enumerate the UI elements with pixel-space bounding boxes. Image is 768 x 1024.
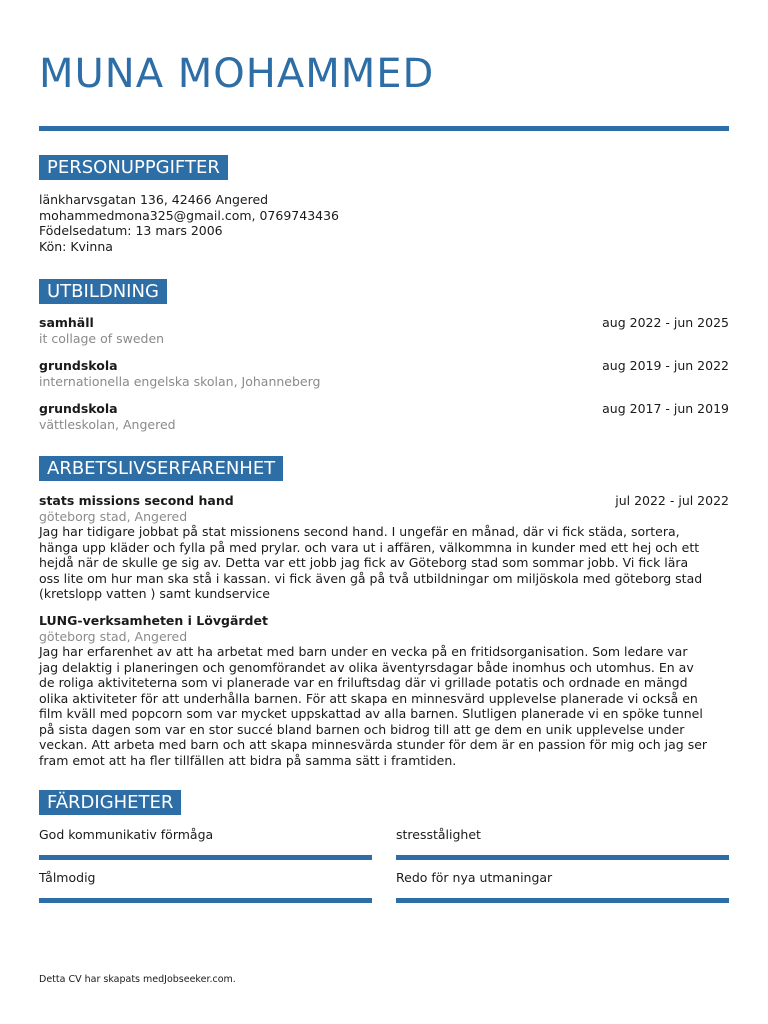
education-dates: aug 2017 - jun 2019 bbox=[602, 401, 729, 416]
work-location: göteborg stad, Angered bbox=[39, 628, 188, 644]
education-dates: aug 2019 - jun 2022 bbox=[602, 358, 729, 373]
education-school: internationella engelska skolan, Johanneberg bbox=[39, 373, 321, 389]
description-line: Jag har erfarenhet av att ha arbetat med barn under en vecka på en fritidsorganisation. Som ledare var bbox=[39, 644, 688, 659]
work-title: LUNG-verksamheten i Lövgärdet bbox=[39, 613, 268, 628]
section-heading-personal: PERSONUPPGIFTER bbox=[39, 155, 228, 180]
education-entry bbox=[39, 401, 729, 432]
skill-label: stresstålighet bbox=[396, 827, 481, 842]
description-line: fram emot att ha fler tillfällen att bidra på samma sätt i framtiden. bbox=[39, 752, 457, 768]
description-line: oss lite om hur man ska stå i kassan. vi fick även gå på två utbildningar om miljöskola med göteborg stad bbox=[39, 570, 703, 586]
education-school: it collage of sweden bbox=[39, 330, 165, 346]
header-divider bbox=[39, 126, 729, 131]
education-title: samhäll bbox=[39, 315, 94, 330]
personal-details bbox=[39, 192, 729, 254]
education-title: grundskola bbox=[39, 358, 118, 373]
address: länkharvsgatan 136, 42466 Angered bbox=[39, 192, 269, 207]
skill-bar bbox=[39, 898, 372, 903]
description-line: de roliga aktiviteterna som vi planerade var en friluftsdag där vi grillade potatis och ordnade en mängd bbox=[39, 675, 688, 690]
contact-info: mohammedmona325@gmail.com, 0769743436 bbox=[39, 207, 340, 223]
candidate-name: MUNA MOHAMMED bbox=[39, 51, 435, 97]
birth-date: Födelsedatum: 13 mars 2006 bbox=[39, 223, 223, 238]
description-line: på sista dagen som var en stor succé bland barnen och bidrog till att ge dem en unik upplevelse under bbox=[39, 721, 685, 737]
description-line: film kväll med popcorn som var mycket uppskattad av alla barnen. Slutligen planerade vi en spöke tunnel bbox=[39, 706, 703, 721]
skill-bar bbox=[396, 855, 729, 860]
work-description bbox=[39, 644, 729, 768]
description-line: jag delaktig i planeringen och genomförandet av olika äventyrsdagar både inomhus och utomhus. En av bbox=[39, 659, 694, 675]
work-title: stats missions second hand bbox=[39, 493, 234, 508]
description-line: (kretslopp vatten ) samt kundservice bbox=[39, 586, 270, 601]
skill-item bbox=[39, 870, 372, 903]
section-heading-work: ARBETSLIVSERFARENHET bbox=[39, 456, 283, 481]
footer-note: Detta CV har skapats medJobseeker.com. bbox=[39, 974, 236, 985]
work-description bbox=[39, 524, 729, 602]
skill-label: Tålmodig bbox=[39, 870, 96, 885]
skill-bar bbox=[39, 855, 372, 860]
gender: Kön: Kvinna bbox=[39, 238, 113, 254]
section-heading-skills: FÄRDIGHETER bbox=[39, 790, 181, 815]
skill-label: God kommunikativ förmåga bbox=[39, 827, 214, 842]
description-line: olika aktiviteter för att underhålla barnen. För att skapa en minnesvärd upplevelse planerade vi också en bbox=[39, 690, 698, 706]
skill-item bbox=[39, 827, 372, 860]
education-entry bbox=[39, 358, 729, 389]
description-line: veckan. Att arbeta med barn och att skapa minnesvärda stunder för dem är en passion för mig och jag ser bbox=[39, 737, 708, 752]
skill-item bbox=[396, 827, 729, 860]
education-school: vättleskolan, Angered bbox=[39, 416, 176, 432]
skill-item bbox=[396, 870, 729, 903]
skill-bar bbox=[396, 898, 729, 903]
skill-label: Redo för nya utmaningar bbox=[396, 870, 553, 885]
work-entry bbox=[39, 613, 729, 768]
description-line: hänga upp kläder och fylla på med prylar. och vara ut i affären, välkommna in kunder med ett hej och ett bbox=[39, 539, 700, 555]
education-dates: aug 2022 - jun 2025 bbox=[602, 315, 729, 330]
work-location: göteborg stad, Angered bbox=[39, 508, 188, 524]
education-title: grundskola bbox=[39, 401, 118, 416]
work-dates: jul 2022 - jul 2022 bbox=[615, 493, 729, 508]
education-entry bbox=[39, 315, 729, 346]
description-line: Jag har tidigare jobbat på stat missionens second hand. I ungefär en månad, där vi fick städa, sortera, bbox=[39, 524, 680, 539]
section-heading-education: UTBILDNING bbox=[39, 279, 167, 304]
work-entry bbox=[39, 493, 729, 602]
description-line: hejdå när de skulle ge sig av. Detta var ett jobb jag fick av Göteborg stad som sommar jobb. Vi fick lära bbox=[39, 555, 689, 570]
